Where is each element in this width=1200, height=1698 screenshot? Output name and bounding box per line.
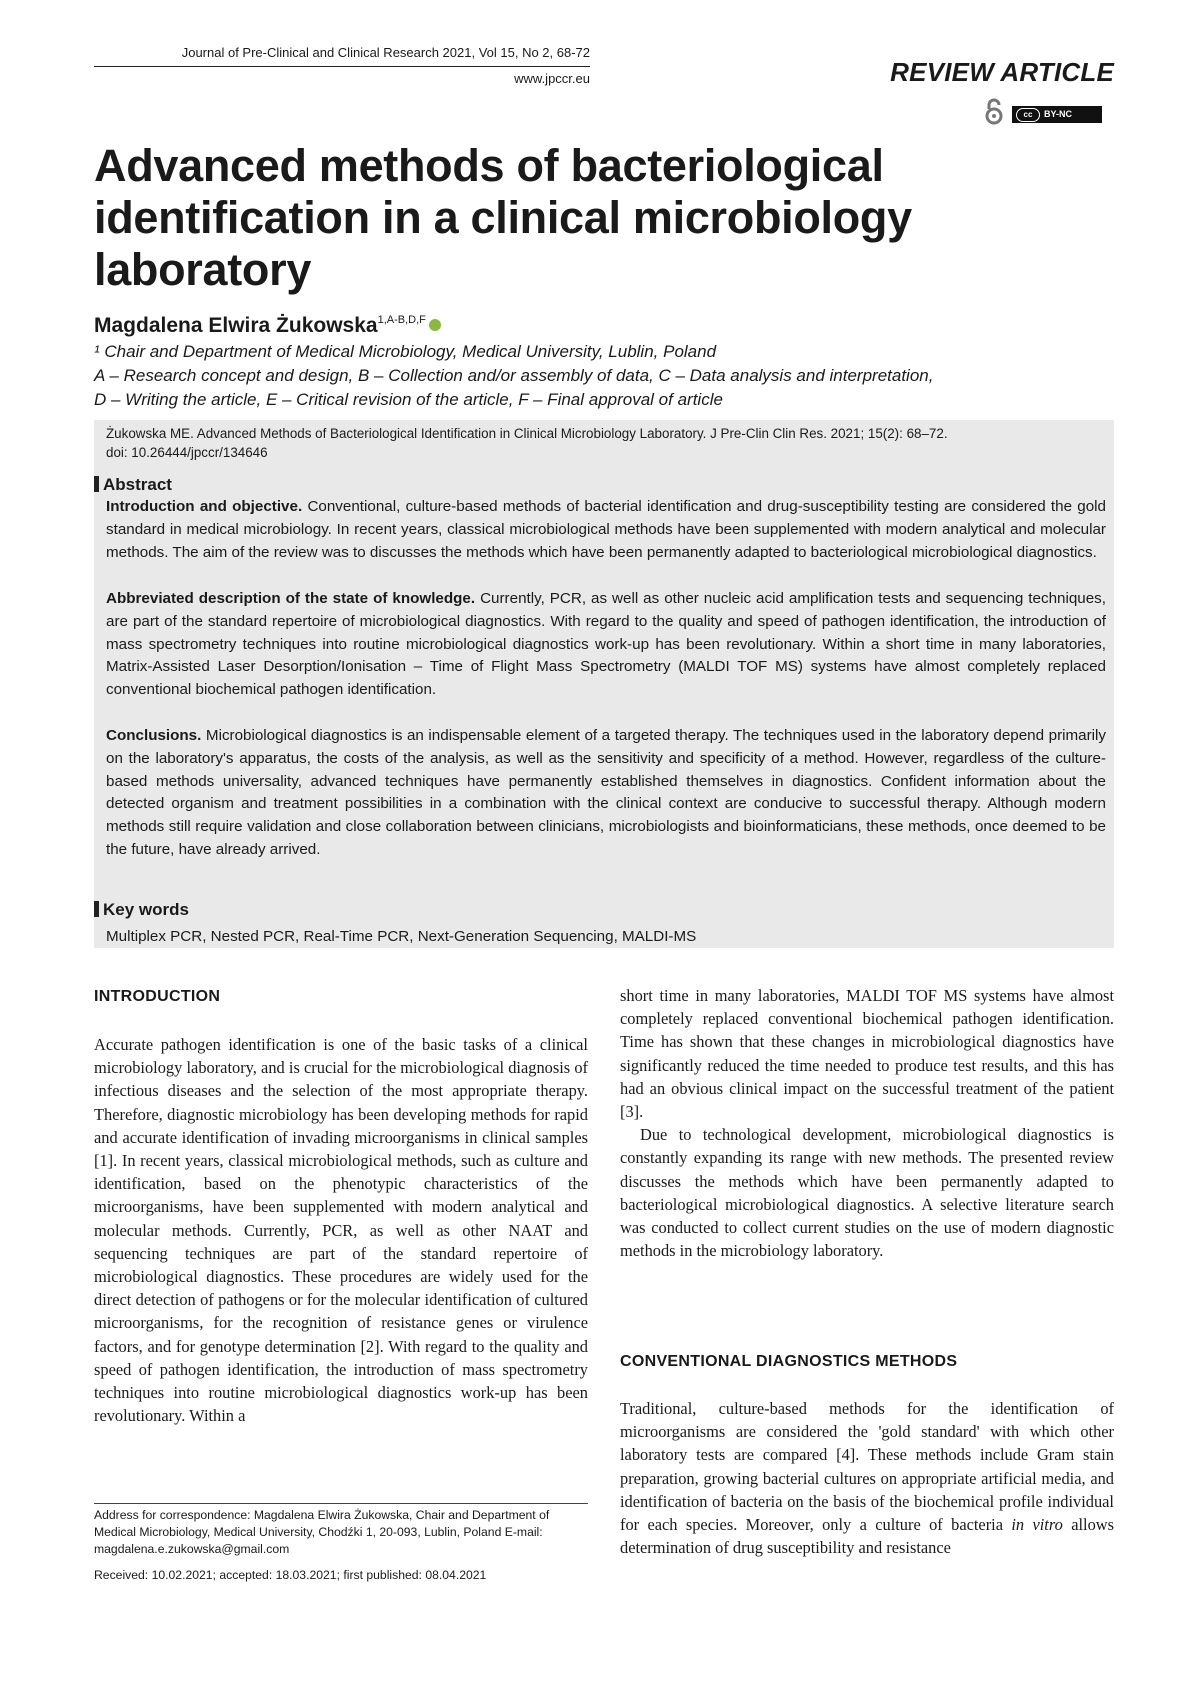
article-type-label: REVIEW ARTICLE bbox=[890, 57, 1114, 87]
journal-website[interactable]: www.jpccr.eu bbox=[514, 71, 590, 86]
citation-block bbox=[106, 424, 1106, 462]
conclusions-label: Conclusions. bbox=[106, 727, 202, 744]
contribution-line: A – Research concept and design, B – Collection and/or assembly of data, C – Data analysis and interpretation, bbox=[94, 366, 934, 385]
doi[interactable]: doi: 10.26444/jpccr/134646 bbox=[106, 445, 268, 460]
conv-text-a: Traditional, culture-based methods for the identification of microorganisms are considered the 'gold standard' with which other laboratory tests are compared [4]. These methods include Gram stain preparation, growing bacterial cultures on appropriate artificial media, and identification of bacteria on the basis of the biochemical profile individual for each species. Moreover, only a culture of bacteria bbox=[620, 1399, 1114, 1535]
correspondence-footnote: Address for correspondence: Magdalena Elwira Żukowska, Chair and Department of Medical Microbiology, Medical University, Chodźki 1, 20-093, Lublin, Poland E-mail: magdalena.e.zukowska@gmail.com bbox=[94, 1508, 550, 1556]
intro-label: Introduction and objective. bbox=[106, 498, 303, 515]
article-title: Advanced methods of bacteriological identification in a clinical microbiology laboratory bbox=[94, 140, 912, 295]
abstract-state-of-knowledge bbox=[106, 588, 1106, 702]
author-superscript: 1,A-B,D,F bbox=[377, 314, 426, 326]
cc-license-badge[interactable] bbox=[1012, 106, 1102, 123]
license-label: BY-NC bbox=[1044, 109, 1073, 119]
cc-icon: cc bbox=[1016, 108, 1040, 122]
keywords-list: Multiplex PCR, Nested PCR, Real-Time PCR, Next-Generation Sequencing, MALDI-MS bbox=[106, 928, 697, 945]
abstract-introduction bbox=[106, 496, 1106, 564]
conventional-methods-paragraph bbox=[620, 1397, 1114, 1559]
heading-bar bbox=[94, 901, 99, 917]
header-rule bbox=[94, 66, 590, 67]
footnote-rule bbox=[94, 1503, 588, 1504]
body-right-column bbox=[620, 984, 1114, 1262]
contribution-line: D – Writing the article, E – Critical revision of the article, F – Final approval of article bbox=[94, 390, 723, 409]
introduction-paragraph-continued: short time in many laboratories, MALDI TOF MS systems have almost completely replaced conventional biochemical pathogen identification. Time has shown that these changes in microbiological diagnostics have significantly reduced the time needed to produce test results, and this has had an obvious clinical impact on the successful treatment of the patient [3]. bbox=[620, 986, 1114, 1122]
author-name: Magdalena Elwira Żukowska bbox=[94, 314, 378, 337]
conventional-paragraph-text bbox=[620, 1397, 1114, 1559]
conv-text-b: allows determination of drug susceptibility and resistance bbox=[620, 1515, 1114, 1558]
state-text: Currently, PCR, as well as other nucleic acid amplification tests and sequencing techniques, are part of the standard repertoire of microbiological diagnostics. With regard to the quality and speed of pathogen identification, the introduction of mass spectrometry techniques into routine microbiological diagnostics work-up has been revolutionary. Within a short time in many laboratories, Matrix-Assisted Laser Desorption/Ionisation – Time of Flight Mass Spectrometry (MALDI TOF MS) systems have almost completely replaced conventional biochemical pathogen identification. bbox=[106, 590, 1106, 699]
state-label: Abbreviated description of the state of knowledge. bbox=[106, 590, 476, 607]
journal-citation-header: Journal of Pre-Clinical and Clinical Research 2021, Vol 15, No 2, 68-72 bbox=[181, 45, 590, 60]
author-line bbox=[94, 306, 994, 340]
intro-text: Conventional, culture-based methods of bacterial identification and drug-susceptibility testing are considered the gold standard in medical microbiology. In recent years, classical microbiological methods have been supplemented with modern analytical and molecular methods. The aim of the review was to discusses the methods which have been permanently adapted to bacteriological microbiological diagnostics. bbox=[106, 498, 1106, 561]
keywords-heading-label: Key words bbox=[103, 900, 189, 919]
abstract-conclusions bbox=[106, 725, 1106, 862]
introduction-paragraph: Accurate pathogen identification is one of the basic tasks of a clinical microbiology laboratory, and is crucial for the microbiological diagnosis of infectious diseases and the selection of the most appropriate therapy. Therefore, diagnostic microbiology has been developing methods for rapid and accurate identification of invading microorganisms in clinical samples [1]. In recent years, classical microbiological methods, such as culture and identification, based on the phenotypic characteristics of the microorganisms, have been supplemented with modern analytical and molecular methods. Currently, PCR, as well as other NAAT and sequencing techniques are part of the standard repertoire of microbiological diagnostics. These procedures are widely used for the direct detection of pathogens or for the molecular identification of cultured microorganisms, for the recognition of resistance genes or virulence factors, and for genotype determination [2]. With regard to the quality and speed of pathogen identification, the introduction of mass spectrometry techniques into routine microbiological diagnostics work-up has been revolutionary. Within a bbox=[94, 1035, 588, 1426]
orcid-icon[interactable] bbox=[429, 319, 441, 331]
keywords-heading bbox=[94, 899, 189, 921]
conclusions-text: Microbiological diagnostics is an indispensable element of a targeted therapy. The techniques used in the laboratory depend primarily on the laboratory's apparatus, the costs of the analysis, as well as the sensitivity and specificity of a method. However, regardless of the culture-based methods universality, advanced techniques have permanently established themselves in diagnostics. Confident information about the detected organism and treatment possibilities in a combination with the clinical context are conducive to successful therapy. Although modern methods still require validation and close collaboration between clinicians, microbiologists and bioinformaticians, these methods, once deemed to be the future, have already arrived. bbox=[106, 727, 1106, 858]
section-heading-introduction: INTRODUCTION bbox=[94, 988, 221, 1005]
affiliation-line: ¹ Chair and Department of Medical Microbiology, Medical University, Lublin, Poland bbox=[94, 342, 717, 361]
open-access-lock-icon bbox=[983, 98, 1005, 126]
body-left-column bbox=[94, 1033, 588, 1427]
section-heading-conventional: CONVENTIONAL DIAGNOSTICS METHODS bbox=[620, 1353, 958, 1370]
citation-text: Żukowska ME. Advanced Methods of Bacteriological Identification in Clinical Microbiology Laboratory. J Pre-Clin Clin Res. 2021; 15(2): 68–72. bbox=[106, 426, 948, 441]
abstract-heading-label: Abstract bbox=[103, 475, 172, 494]
abstract-heading bbox=[94, 474, 172, 496]
heading-bar bbox=[94, 476, 99, 492]
received-dates: Received: 10.02.2021; accepted: 18.03.2021; first published: 08.04.2021 bbox=[94, 1568, 487, 1582]
conv-text-italic: in vitro bbox=[1011, 1515, 1063, 1535]
introduction-paragraph: Due to technological development, microbiological diagnostics is constantly expanding its range with new methods. The presented review discusses the methods which have been permanently adapted to bacteriological microbiological diagnostics. A selective literature search was conducted to collect current studies on the use of modern diagnostic methods in the microbiology laboratory. bbox=[620, 1125, 1114, 1261]
